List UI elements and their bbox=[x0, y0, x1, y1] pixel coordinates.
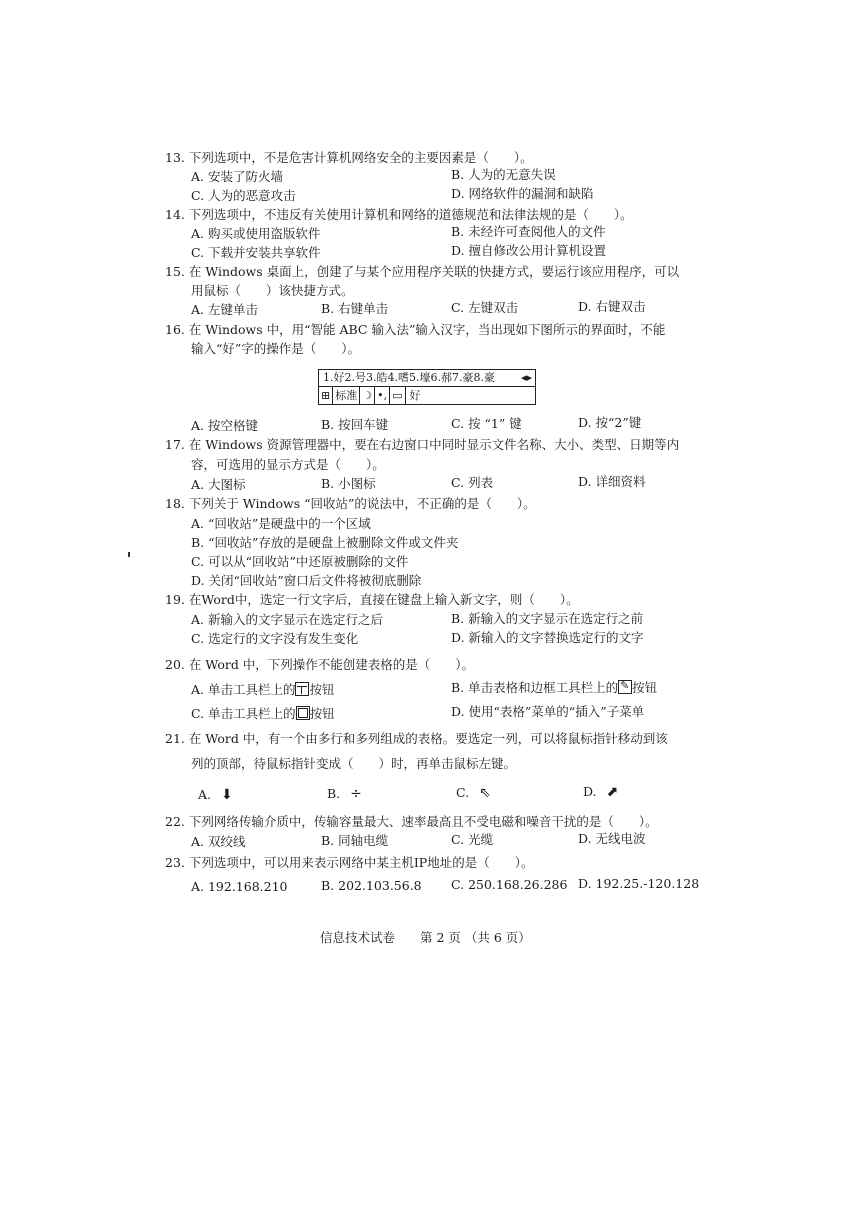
question-17-option-c: C. 列表 bbox=[451, 475, 494, 490]
ime-candidate-window bbox=[318, 369, 536, 405]
question-18-option-c: C. 可以从“回收站”中还原被删除的文件 bbox=[191, 554, 409, 569]
ime-candidate-list: 1.好2.号3.皓4.嗜5.壕6.郝7.豪8.豪 bbox=[323, 371, 495, 384]
down-arrow-cursor-icon: ⬇ bbox=[221, 787, 233, 803]
question-20-option-b bbox=[451, 680, 657, 696]
question-22-option-b: B. 同轴电缆 bbox=[321, 833, 389, 848]
question-13-option-c: C. 人为的恶意攻击 bbox=[191, 188, 296, 203]
question-20-option-b-post: 按钮 bbox=[632, 680, 658, 695]
question-20-option-c-pre: C. 单击工具栏上的 bbox=[191, 706, 296, 721]
question-21-option-c bbox=[456, 785, 491, 801]
question-13-option-b: B. 人为的无意失误 bbox=[451, 167, 556, 182]
question-23-option-d: D. 192.25.-120.128 bbox=[578, 876, 700, 891]
question-14-option-b: B. 未经许可查阅他人的文件 bbox=[451, 224, 606, 239]
question-23-option-a: A. 192.168.210 bbox=[191, 879, 288, 894]
split-cursor-icon: ÷ bbox=[350, 786, 362, 802]
pointer-arrow-cursor-icon: ⇖ bbox=[479, 785, 491, 801]
ime-candidate-row bbox=[319, 370, 535, 387]
question-21-option-b-label: B. bbox=[327, 786, 341, 801]
question-17-stem-line2: 容，可选用的显示方式是（ ）。 bbox=[191, 457, 385, 472]
question-16-option-b: B. 按回车键 bbox=[321, 417, 389, 432]
question-20-stem: 20. 在 Word 中，下列操作不能创建表格的是（ ）。 bbox=[165, 657, 475, 672]
question-23-option-b: B. 202.103.56.8 bbox=[321, 878, 422, 893]
question-16-stem-line2: 输入“好”字的操作是（ ）。 bbox=[191, 341, 361, 356]
question-21-option-d-label: D. bbox=[583, 784, 597, 799]
draw-table-pencil-icon: ✎ bbox=[618, 680, 632, 694]
up-right-arrow-cursor-icon: ⬈ bbox=[606, 784, 619, 800]
question-16-option-c: C. 按 “1” 键 bbox=[451, 416, 522, 431]
question-17-option-d: D. 详细资料 bbox=[578, 474, 646, 489]
question-15-stem-line1: 15. 在 Windows 桌面上，创建了与某个应用程序关联的快捷方式，要运行该应用程序，可以 bbox=[165, 264, 680, 279]
question-20-option-d: D. 使用“表格”菜单的“插入”子菜单 bbox=[451, 704, 645, 719]
insert-sheet-icon bbox=[296, 706, 310, 720]
question-20-option-b-pre: B. 单击表格和边框工具栏上的 bbox=[451, 680, 619, 695]
question-22-stem: 22. 下列网络传输介质中，传输容量最大、速率最高且不受电磁和噪音干扰的是（ ）。 bbox=[165, 814, 658, 829]
question-14-option-c: C. 下载并安装共享软件 bbox=[191, 245, 321, 260]
question-15-option-b: B. 右键单击 bbox=[321, 301, 389, 316]
question-20-option-a-pre: A. 单击工具栏上的 bbox=[191, 682, 296, 697]
ime-moon-icon: ☽ bbox=[360, 387, 375, 404]
question-19-option-c: C. 选定行的文字没有发生变化 bbox=[191, 631, 359, 646]
question-20-option-c-post: 按钮 bbox=[309, 706, 335, 721]
question-20-option-c bbox=[191, 706, 335, 722]
question-14-option-d: D. 擅自修改公用计算机设置 bbox=[451, 243, 607, 258]
question-13-option-d: D. 网络软件的漏洞和缺陷 bbox=[451, 186, 594, 201]
question-21-stem-line1: 21. 在 Word 中，有一个由多行和多列组成的表格。要选定一列，可以将鼠标指针移动到该 bbox=[165, 731, 668, 746]
question-23-stem: 23. 下列选项中，可以用来表示网络中某主机IP地址的是（ ）。 bbox=[165, 855, 534, 870]
question-19-stem: 19. 在Word中，选定一行文字后，直接在键盘上输入新文字，则（ ）。 bbox=[165, 592, 579, 607]
question-20-option-a bbox=[191, 682, 335, 698]
insert-table-icon bbox=[295, 682, 309, 696]
question-19-option-a: A. 新输入的文字显示在选定行之后 bbox=[191, 612, 383, 627]
page-footer: 信息技术试卷 第 2 页 （共 6 页） bbox=[320, 930, 531, 945]
question-22-option-a: A. 双绞线 bbox=[191, 834, 246, 849]
question-19-option-d: D. 新输入的文字替换选定行的文字 bbox=[451, 630, 644, 645]
ime-status-row bbox=[319, 387, 535, 404]
question-19-option-b: B. 新输入的文字显示在选定行之前 bbox=[451, 611, 644, 626]
question-17-stem-line1: 17. 在 Windows 资源管理器中，要在右边窗口中同时显示文件名称、大小、类型、日期等内 bbox=[165, 437, 680, 452]
question-20-option-a-post: 按钮 bbox=[309, 682, 335, 697]
ime-mode-label: 标准 bbox=[333, 387, 360, 404]
question-18-option-b: B. “回收站”存放的是硬盘上被删除文件或文件夹 bbox=[191, 535, 459, 550]
ime-keyboard-icon: ▭ bbox=[390, 387, 405, 404]
question-14-stem: 14. 下列选项中，不违反有关使用计算机和网络的道德规范和法律法规的是（ ）。 bbox=[165, 207, 633, 222]
question-21-option-a-label: A. bbox=[198, 787, 212, 802]
question-18-stem: 18. 下列关于 Windows “回收站”的说法中，不正确的是（ ）。 bbox=[165, 496, 536, 511]
question-17-option-b: B. 小图标 bbox=[321, 476, 376, 491]
question-16-option-a: A. 按空格键 bbox=[191, 418, 258, 433]
question-23-option-c: C. 250.168.26.286 bbox=[451, 877, 568, 892]
question-21-option-b bbox=[327, 786, 362, 802]
question-15-option-a: A. 左键单击 bbox=[191, 302, 258, 317]
question-21-option-c-label: C. bbox=[456, 785, 470, 800]
scan-speck bbox=[128, 552, 130, 557]
question-21-option-a bbox=[198, 787, 233, 803]
question-14-option-a: A. 购买或使用盗版软件 bbox=[191, 226, 321, 241]
question-22-option-c: C. 光缆 bbox=[451, 832, 494, 847]
question-15-option-c: C. 左键双击 bbox=[451, 300, 519, 315]
question-16-stem-line1: 16. 在 Windows 中，用“智能 ABC 输入法”输入汉字，当出现如下图所示的界面时，不能 bbox=[165, 322, 666, 337]
ime-scroll-arrows-icon: ◂▸ bbox=[520, 371, 532, 384]
question-17-option-a: A. 大图标 bbox=[191, 477, 246, 492]
question-22-option-d: D. 无线电波 bbox=[578, 831, 646, 846]
ime-punct-icon: •, bbox=[375, 387, 390, 404]
question-15-stem-line2: 用鼠标（ ）该快捷方式。 bbox=[191, 283, 354, 298]
question-21-option-d bbox=[583, 784, 618, 800]
question-16-option-d: D. 按“2”键 bbox=[578, 415, 642, 430]
question-13-option-a: A. 安装了防火墙 bbox=[191, 169, 283, 184]
question-18-option-a: A. “回收站”是硬盘中的一个区域 bbox=[191, 516, 371, 531]
ime-logo-icon: ⊞ bbox=[319, 387, 333, 404]
question-15-option-d: D. 右键双击 bbox=[578, 299, 646, 314]
question-18-option-d: D. 关闭“回收站”窗口后文件将被彻底删除 bbox=[191, 573, 422, 588]
question-21-stem-line2: 列的顶部，待鼠标指针变成（ ）时，再单击鼠标左键。 bbox=[191, 756, 517, 771]
question-13-stem: 13. 下列选项中，不是危害计算机网络安全的主要因素是（ ）。 bbox=[165, 150, 533, 165]
ime-input-text: 好 bbox=[409, 389, 421, 402]
